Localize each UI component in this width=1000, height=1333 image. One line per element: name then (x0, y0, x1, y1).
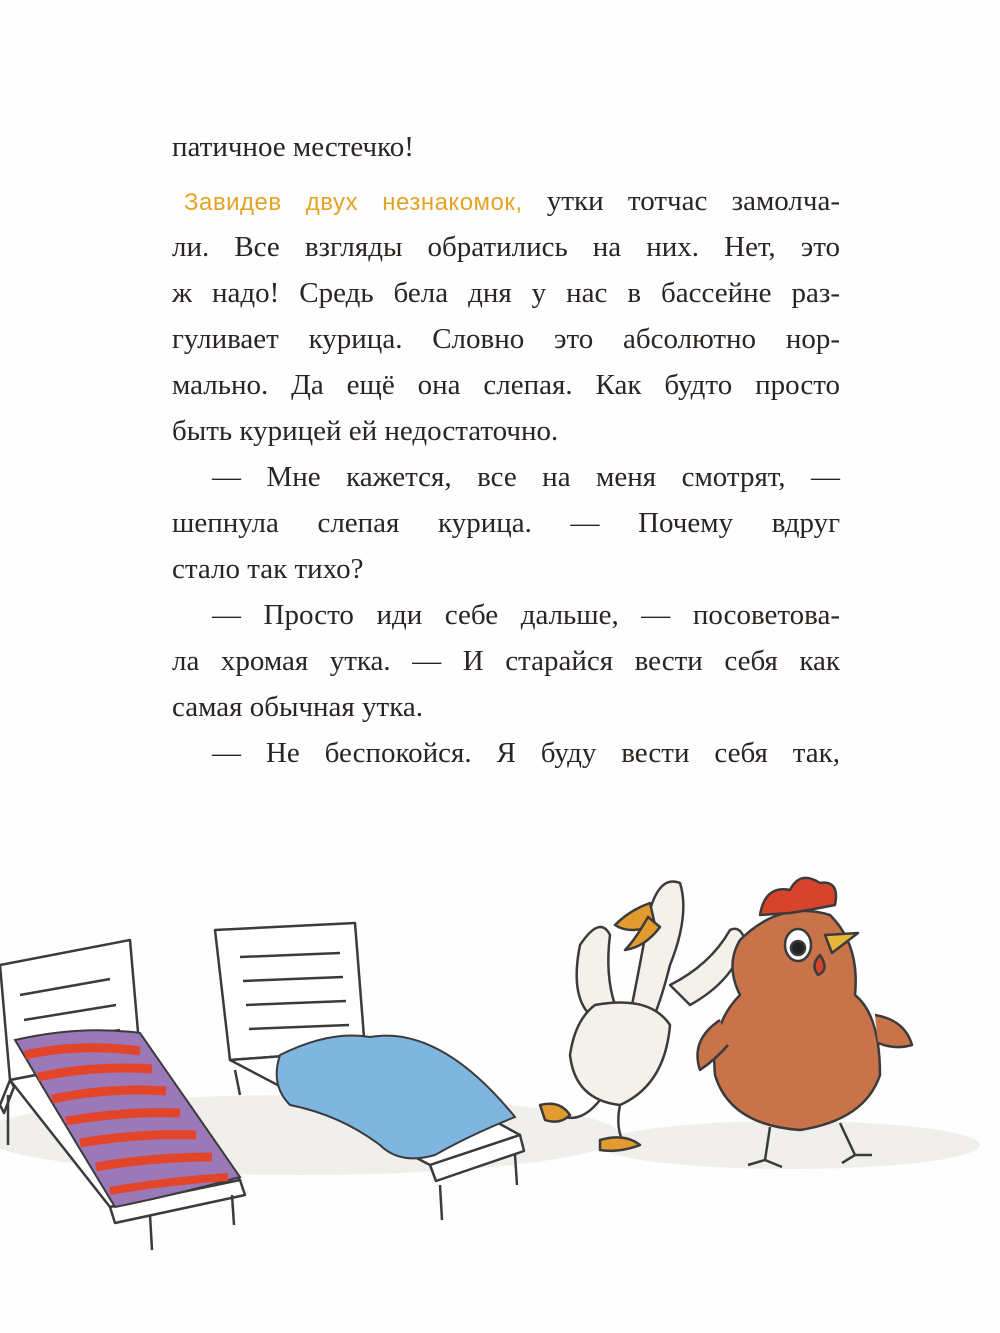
text-line-11: — Просто иди себе дальше, — посоветова- (212, 599, 840, 631)
text-line-9: шепнула слепая курица. — Почему вдруг (172, 507, 840, 539)
pool-scene-illustration (0, 855, 1000, 1333)
chapter-lead-in: Завидев двух незнакомок, (184, 189, 523, 216)
text-line-1: патичное местечко! (172, 131, 414, 163)
duck (540, 882, 745, 1151)
text-line-2-rest: утки тотчас замолча- (546, 185, 841, 217)
text-line-4: ж надо! Средь бела дня у нас в бассейне раз- (172, 277, 840, 309)
text-line-3: ли. Все взгляды обратились на них. Нет, это (172, 231, 840, 263)
text-line-7: быть курицей ей недостаточно. (172, 415, 559, 447)
text-line-14: — Не беспокойся. Я буду вести себя так, (212, 737, 840, 769)
text-line-10: стало так тихо? (172, 553, 364, 585)
paragraph-gap (172, 170, 840, 178)
text-line-2 (172, 178, 840, 224)
text-line-12: ла хромая утка. — И старайся вести себя как (172, 645, 840, 677)
text-line-6: мально. Да ещё она слепая. Как будто просто (172, 369, 840, 401)
story-text (172, 124, 840, 776)
text-line-5: гуливает курица. Словно это абсолютно нор- (172, 323, 840, 355)
text-line-13: самая обычная утка. (172, 691, 423, 723)
text-line-8: — Мне кажется, все на меня смотрят, — (212, 461, 840, 493)
